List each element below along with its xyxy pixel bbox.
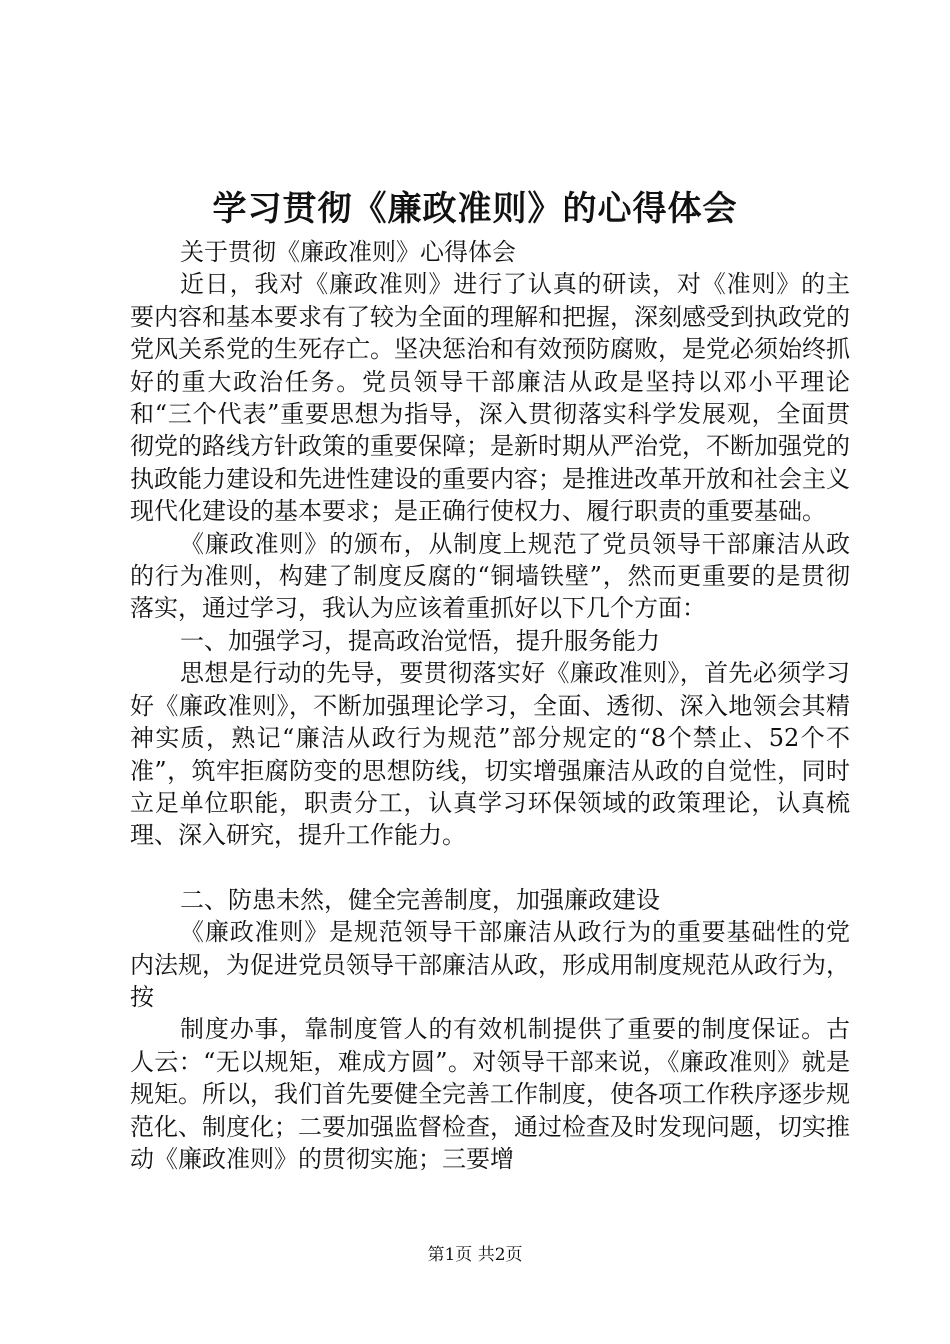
paragraph-section-1: 思想是行动的先导，要贯彻落实好《廉政准则》，首先必须学习好《廉政准则》，不断加强理论学习，全面、透彻、深入地领会其精神实质，熟记“廉洁从政行为规范”部分规定的“8个禁止、52个不准”，筑牢拒腐防变的思想防线，切实增强廉洁从政的自觉性，同时立足单位职能，职责分工，认真学习环保领域的政策理论，认真梳理、深入研究，提升工作能力。: [130, 659, 850, 850]
paragraph-spacer: [130, 852, 850, 884]
paragraph-section-2a: 《廉政准则》是规范领导干部廉洁从政行为的重要基础性的党内法规，为促进党员领导干部廉洁从政，形成用制度规范从政行为，按: [130, 918, 850, 1011]
document-body: [130, 236, 850, 1175]
paragraph-promulgation: 《廉政准则》的颁布，从制度上规范了党员领导干部廉洁从政的行为准则，构建了制度反腐的“铜墙铁壁”，然而更重要的是贯彻落实，通过学习，我认为应该着重抓好以下几个方面：: [130, 529, 850, 623]
section-heading-1: 一、加强学习，提高政治觉悟，提升服务能力: [180, 626, 660, 655]
paragraph-intro: 近日，我对《廉政准则》进行了认真的研读，对《准则》的主要内容和基本要求有了较为全面的理解和把握，深刻感受到执政党的党风关系党的生死存亡。坚决惩治和有效预防腐败，是党必须始终抓好的重大政治任务。党员领导干部廉洁从政是坚持以邓小平理论和“三个代表”重要思想为指导，深入贯彻落实科学发展观，全面贯彻党的路线方针政策的重要保障；是新时期从严治党，不断加强党的执政能力建设和先进性建设的重要内容；是推进改革开放和社会主义现代化建设的基本要求；是正确行使权力、履行职责的重要基础。: [130, 270, 850, 526]
document-title: 学习贯彻《廉政准则》的心得体会: [212, 189, 738, 229]
paragraph-subtitle: 关于贯彻《廉政准则》心得体会: [180, 238, 516, 266]
paragraph-section-2b: 制度办事，靠制度管人的有效机制提供了重要的制度保证。古人云：“无以规矩，难成方圆”。对领导干部来说，《廉政准则》就是规矩。所以，我们首先要健全完善工作制度，使各项工作秩序逐步规范化、制度化；二要加强监督检查，通过检查及时发现问题，切实推动《廉政准则》的贯彻实施；三要增: [130, 1015, 850, 1173]
section-heading-2: 二、防患未然，健全完善制度，加强廉政建设: [180, 885, 660, 914]
page-number-footer: 第1页 共2页: [427, 1245, 523, 1265]
